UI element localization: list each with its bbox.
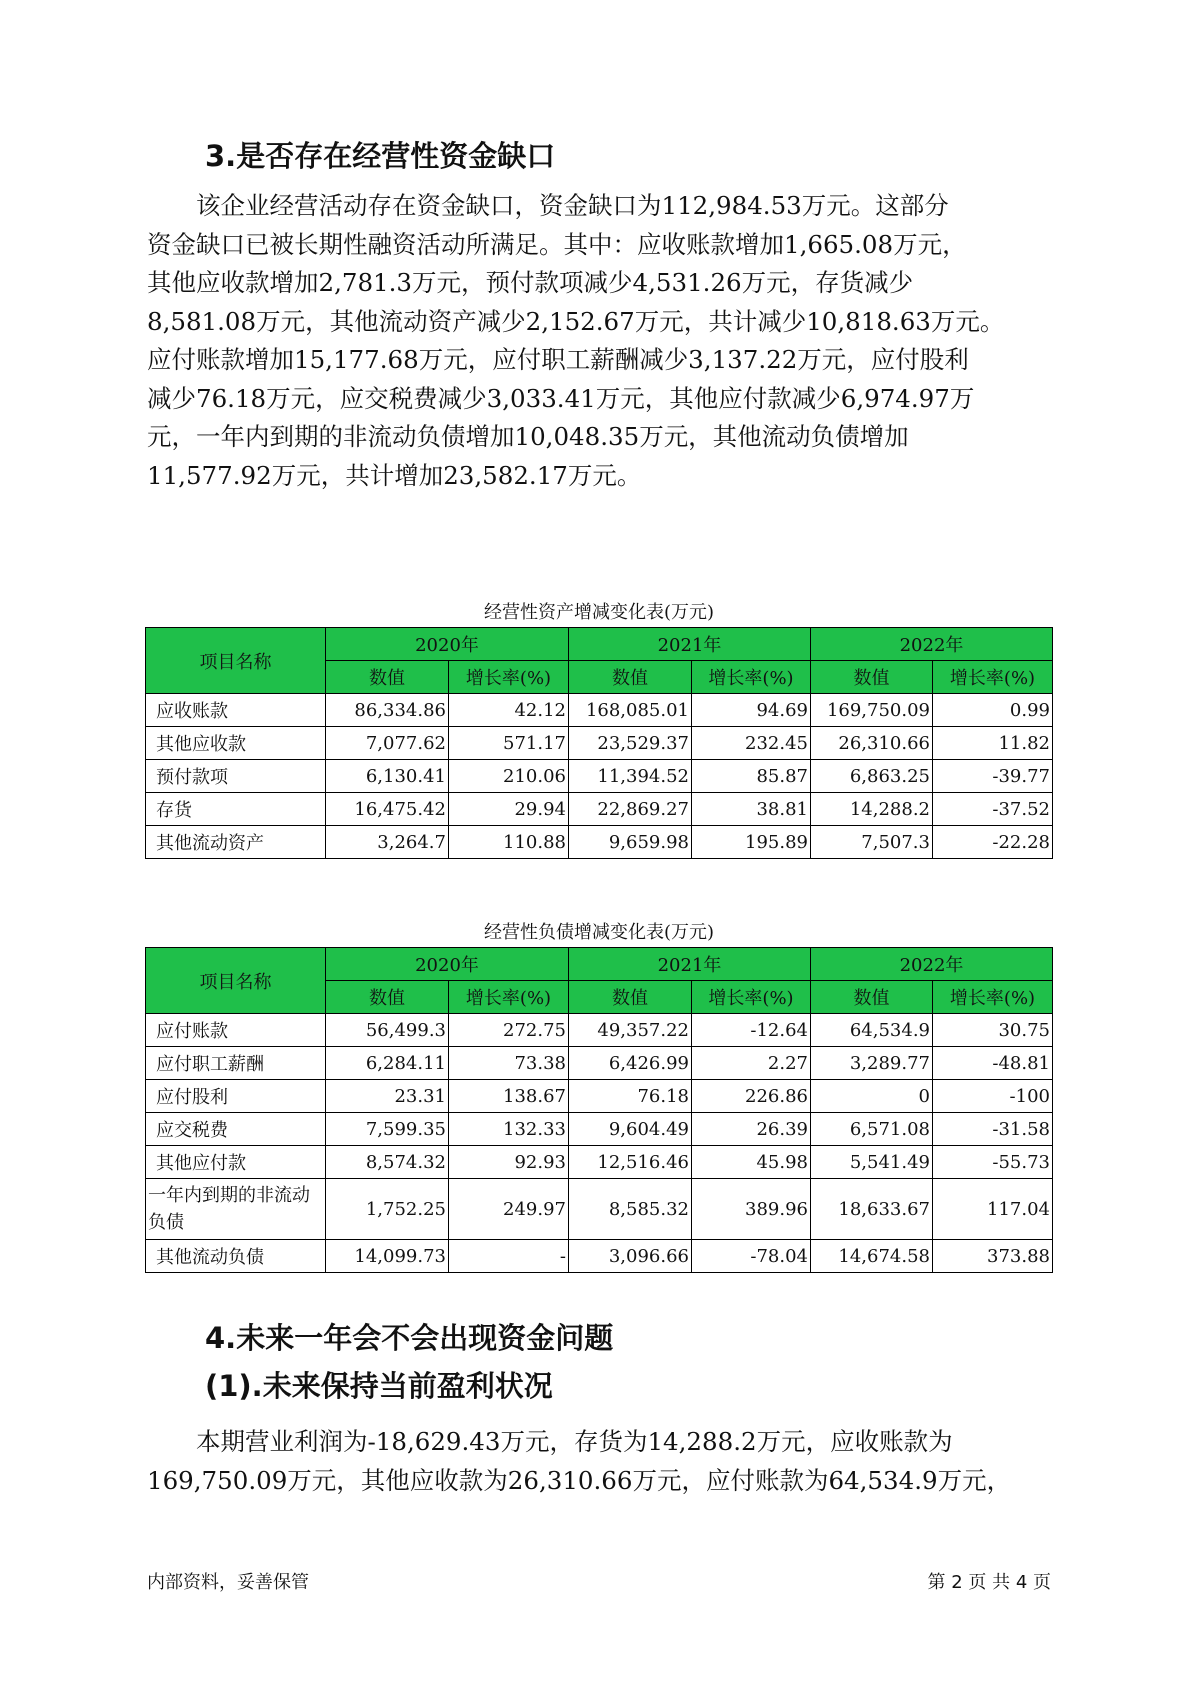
value-cell: 7,077.62 [326, 727, 449, 760]
value-cell: 168,085.01 [569, 694, 692, 727]
growth-rate-cell: -37.52 [933, 793, 1053, 826]
paragraph-line: 应付账款增加15,177.68万元，应付职工薪酬减少3,137.22万元，应付股利 [147, 345, 969, 374]
value-cell: 49,357.22 [569, 1014, 692, 1047]
footer-page-number: 第 2 页 共 4 页 [927, 1572, 1051, 1593]
value-cell: 5,541.49 [811, 1146, 933, 1179]
value-cell: 6,571.08 [811, 1113, 933, 1146]
year-header: 2020年 [326, 628, 569, 661]
value-cell: 22,869.27 [569, 793, 692, 826]
row-name-cell: 应付职工薪酬 [146, 1047, 326, 1080]
table-row [146, 1146, 1053, 1179]
growth-rate-cell: 11.82 [933, 727, 1053, 760]
paragraph-line: 减少76.18万元，应交税费减少3,033.41万元，其他应付款减少6,974.97万 [147, 383, 975, 413]
liabilities-table-caption: 经营性负债增减变化表(万元) [483, 922, 715, 943]
growth-rate-cell: 0.99 [933, 694, 1053, 727]
value-header: 数值 [326, 661, 449, 694]
growth-rate-cell: - [449, 1240, 569, 1273]
paragraph-line: 11,577.92万元，共计增加23,582.17万元。 [147, 460, 642, 490]
growth-rate-cell: 30.75 [933, 1014, 1053, 1047]
table-row [146, 793, 1053, 826]
paragraph-line: 其他应收款增加2,781.3万元，预付款项减少4,531.26万元，存货减少 [147, 268, 914, 297]
growth-rate-cell: 110.88 [449, 826, 569, 859]
growth-rate-cell: 232.45 [692, 727, 811, 760]
growth-rate-cell: 117.04 [933, 1179, 1053, 1240]
table-row [146, 1240, 1053, 1273]
section-3-heading: 3.是否存在经营性资金缺口 [205, 139, 556, 173]
row-name-cell: 应付股利 [146, 1080, 326, 1113]
liabilities-table-body [146, 1014, 1053, 1273]
growth-rate-cell: 45.98 [692, 1146, 811, 1179]
growth-rate-cell: -12.64 [692, 1014, 811, 1047]
row-name-cell: 其他应收款 [146, 727, 326, 760]
year-header: 2021年 [569, 628, 811, 661]
growth-rate-cell: 210.06 [449, 760, 569, 793]
row-name-cell: 存货 [146, 793, 326, 826]
growth-rate-cell: 85.87 [692, 760, 811, 793]
value-header: 数值 [326, 981, 449, 1014]
growth-rate-cell: 373.88 [933, 1240, 1053, 1273]
section-3-paragraph [147, 187, 1047, 495]
growth-header: 增长率(%) [933, 981, 1053, 1014]
value-cell: 9,604.49 [569, 1113, 692, 1146]
row-name-cell: 应收账款 [146, 694, 326, 727]
table-row [146, 760, 1053, 793]
liabilities-change-table [145, 947, 1053, 1273]
growth-header: 增长率(%) [449, 981, 569, 1014]
table-row [146, 1080, 1053, 1113]
value-cell: 3,264.7 [326, 826, 449, 859]
value-cell: 6,130.41 [326, 760, 449, 793]
paragraph-line: 元，一年内到期的非流动负债增加10,048.35万元，其他流动负债增加 [147, 422, 909, 451]
year-header: 2022年 [811, 628, 1053, 661]
value-cell: 169,750.09 [811, 694, 933, 727]
growth-rate-cell: 132.33 [449, 1113, 569, 1146]
growth-rate-cell: 138.67 [449, 1080, 569, 1113]
value-cell: 12,516.46 [569, 1146, 692, 1179]
value-cell: 7,507.3 [811, 826, 933, 859]
row-name-cell: 预付款项 [146, 760, 326, 793]
table-row [146, 1047, 1053, 1080]
growth-header: 增长率(%) [449, 661, 569, 694]
growth-header: 增长率(%) [933, 661, 1053, 694]
growth-rate-cell: 249.97 [449, 1179, 569, 1240]
assets-table-body [146, 694, 1053, 859]
value-header: 数值 [569, 661, 692, 694]
growth-rate-cell: -39.77 [933, 760, 1053, 793]
table-row [146, 826, 1053, 859]
value-cell: 86,334.86 [326, 694, 449, 727]
growth-rate-cell: 389.96 [692, 1179, 811, 1240]
value-cell: 23,529.37 [569, 727, 692, 760]
growth-rate-cell: -100 [933, 1080, 1053, 1113]
value-cell: 0 [811, 1080, 933, 1113]
row-name-cell: 一年内到期的非流动负债 [146, 1179, 326, 1240]
name-column-header: 项目名称 [146, 948, 326, 1014]
growth-rate-cell: 38.81 [692, 793, 811, 826]
value-cell: 9,659.98 [569, 826, 692, 859]
value-cell: 18,633.67 [811, 1179, 933, 1240]
growth-rate-cell: -48.81 [933, 1047, 1053, 1080]
value-cell: 14,288.2 [811, 793, 933, 826]
table-row [146, 694, 1053, 727]
value-cell: 7,599.35 [326, 1113, 449, 1146]
paragraph-line: 本期营业利润为-18,629.43万元，存货为14,288.2万元，应收账款为 [196, 1427, 953, 1456]
growth-rate-cell: 272.75 [449, 1014, 569, 1047]
growth-rate-cell: 26.39 [692, 1113, 811, 1146]
assets-change-table [145, 627, 1053, 859]
value-cell: 26,310.66 [811, 727, 933, 760]
growth-rate-cell: -78.04 [692, 1240, 811, 1273]
growth-rate-cell: 92.93 [449, 1146, 569, 1179]
row-name-cell: 其他流动负债 [146, 1240, 326, 1273]
value-header: 数值 [811, 661, 933, 694]
value-cell: 11,394.52 [569, 760, 692, 793]
growth-rate-cell: 571.17 [449, 727, 569, 760]
growth-rate-cell: -55.73 [933, 1146, 1053, 1179]
year-header: 2021年 [569, 948, 811, 981]
section-4-subheading: (1).未来保持当前盈利状况 [205, 1369, 553, 1403]
growth-header: 增长率(%) [692, 981, 811, 1014]
table-row [146, 727, 1053, 760]
table-row [146, 1014, 1053, 1047]
value-header: 数值 [569, 981, 692, 1014]
value-cell: 64,534.9 [811, 1014, 933, 1047]
row-name-cell: 应付账款 [146, 1014, 326, 1047]
value-cell: 14,099.73 [326, 1240, 449, 1273]
value-cell: 16,475.42 [326, 793, 449, 826]
growth-rate-cell: 94.69 [692, 694, 811, 727]
section-4-paragraph [147, 1423, 1047, 1500]
paragraph-line: 8,581.08万元，其他流动资产减少2,152.67万元，共计减少10,818.63万元。 [147, 306, 1005, 336]
growth-rate-cell: 73.38 [449, 1047, 569, 1080]
growth-rate-cell: 2.27 [692, 1047, 811, 1080]
value-cell: 8,585.32 [569, 1179, 692, 1240]
year-header: 2020年 [326, 948, 569, 981]
assets-table-caption: 经营性资产增减变化表(万元) [483, 602, 715, 623]
paragraph-line: 资金缺口已被长期性融资活动所满足。其中：应收账款增加1,665.08万元， [147, 229, 967, 259]
value-cell: 6,426.99 [569, 1047, 692, 1080]
growth-rate-cell: -31.58 [933, 1113, 1053, 1146]
row-name-cell: 应交税费 [146, 1113, 326, 1146]
value-cell: 14,674.58 [811, 1240, 933, 1273]
value-cell: 3,289.77 [811, 1047, 933, 1080]
paragraph-line: 该企业经营活动存在资金缺口，资金缺口为112,984.53万元。这部分 [196, 191, 949, 220]
name-column-header: 项目名称 [146, 628, 326, 694]
growth-rate-cell: -22.28 [933, 826, 1053, 859]
value-cell: 8,574.32 [326, 1146, 449, 1179]
growth-rate-cell: 195.89 [692, 826, 811, 859]
growth-rate-cell: 42.12 [449, 694, 569, 727]
paragraph-line: 169,750.09万元，其他应收款为26,310.66万元，应付账款为64,534.9万元， [147, 1465, 1012, 1495]
value-cell: 1,752.25 [326, 1179, 449, 1240]
value-header: 数值 [811, 981, 933, 1014]
table-row [146, 1113, 1053, 1146]
value-cell: 56,499.3 [326, 1014, 449, 1047]
growth-rate-cell: 29.94 [449, 793, 569, 826]
table-row [146, 1179, 1053, 1240]
row-name-cell: 其他流动资产 [146, 826, 326, 859]
year-header: 2022年 [811, 948, 1053, 981]
growth-rate-cell: 226.86 [692, 1080, 811, 1113]
value-cell: 6,284.11 [326, 1047, 449, 1080]
growth-header: 增长率(%) [692, 661, 811, 694]
row-name-cell: 其他应付款 [146, 1146, 326, 1179]
value-cell: 6,863.25 [811, 760, 933, 793]
value-cell: 76.18 [569, 1080, 692, 1113]
section-4-heading: 4.未来一年会不会出现资金问题 [205, 1321, 614, 1355]
value-cell: 3,096.66 [569, 1240, 692, 1273]
value-cell: 23.31 [326, 1080, 449, 1113]
footer-confidential-note: 内部资料，妥善保管 [147, 1572, 309, 1593]
